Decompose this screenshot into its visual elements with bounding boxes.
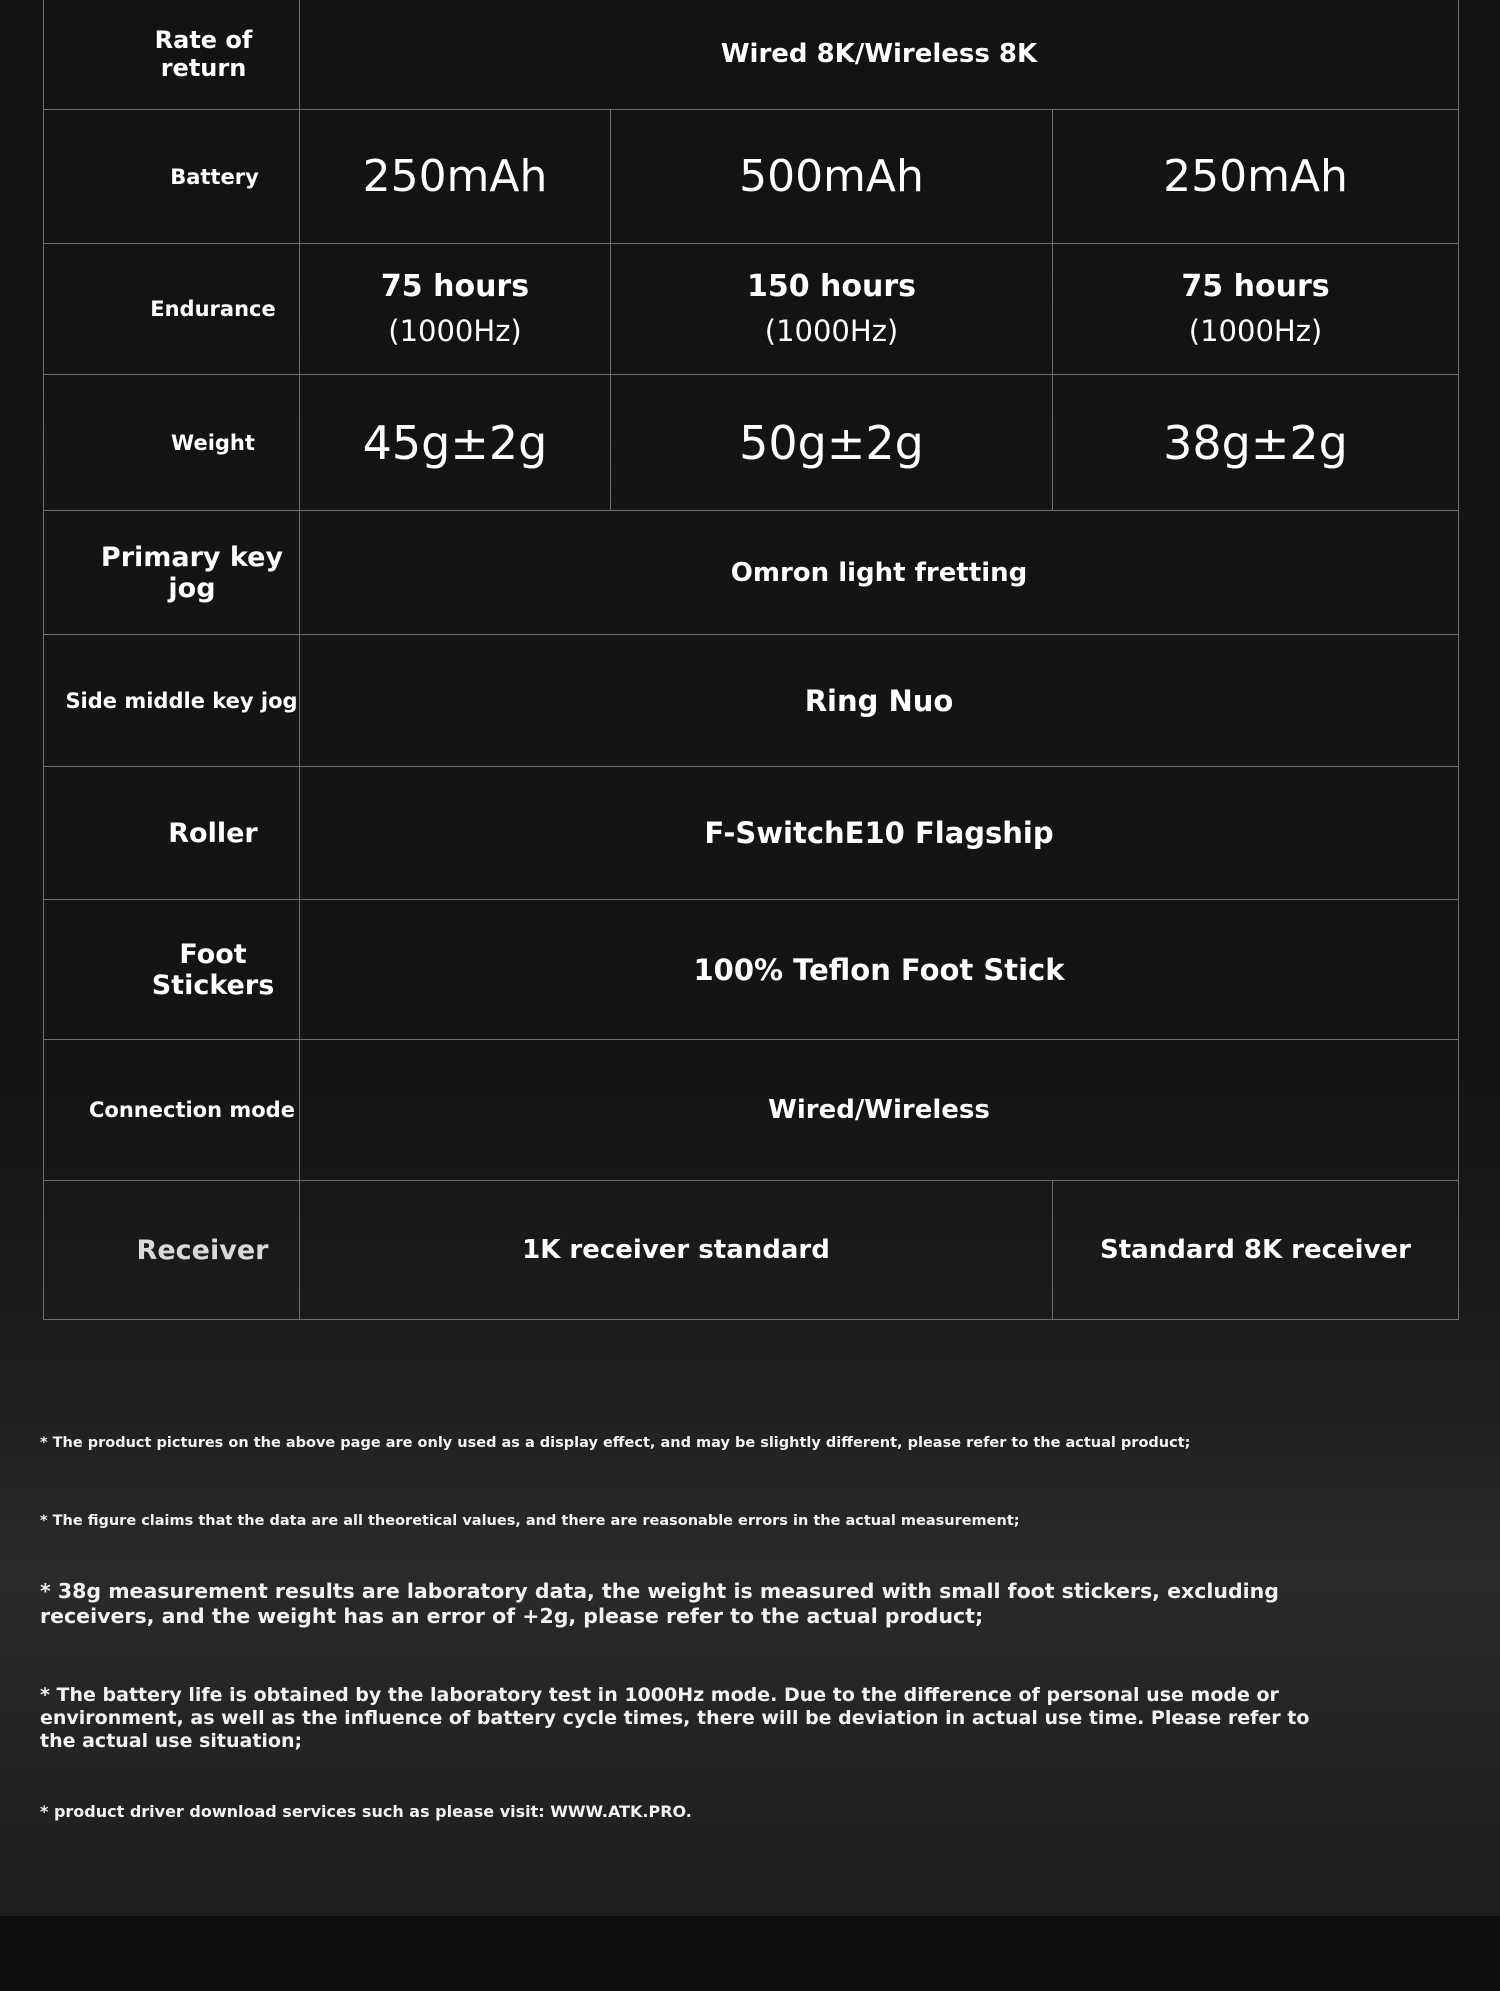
footnote-3: * 38g measurement results are laboratory data, the weight is measured with small foot stickers, excluding receivers, and the weight has an error of +2g, please refer to the actual product; (40, 1579, 1279, 1628)
label-side-middle-key-jog: Side middle key jog (44, 635, 300, 767)
value-connection-mode: Wired/Wireless (300, 1040, 1459, 1181)
row-roller (44, 767, 1459, 900)
value-roller: F-SwitchE10 Flagship (300, 767, 1459, 900)
row-battery (44, 110, 1459, 244)
value-battery-3: 250mAh (1053, 110, 1459, 244)
row-rate-of-return (44, 0, 1459, 110)
value-weight-2: 50g±2g (611, 375, 1053, 511)
endurance-hours-1: 75 hours (380, 269, 530, 304)
value-foot-stickers: 100% Teflon Foot Stick (300, 900, 1459, 1040)
endurance-hours-3: 75 hours (1181, 269, 1330, 304)
endurance-mode-3: (1000Hz) (1188, 314, 1323, 348)
value-battery-1: 250mAh (300, 110, 611, 244)
endurance-hours-2: 150 hours (746, 269, 917, 304)
row-endurance (44, 244, 1459, 375)
label-foot-stickers (44, 900, 300, 1040)
footnote-2: * The figure claims that the data are all theoretical values, and there are reasonable errors in the actual measurement; (40, 1513, 1020, 1529)
value-battery-2: 500mAh (611, 110, 1053, 244)
footnote-5: * product driver download services such as please visit: WWW.ATK.PRO. (40, 1802, 692, 1821)
label-foot-stickers-line2: Stickers (151, 969, 275, 1001)
row-primary-key-jog (44, 511, 1459, 635)
label-battery: Battery (44, 110, 300, 244)
label-weight: Weight (44, 375, 300, 511)
label-rate-of-return: Rate of return (44, 0, 300, 110)
footnote-1: * The product pictures on the above page are only used as a display effect, and may be slightly different, please refer to the actual product; (40, 1435, 1191, 1451)
value-endurance-1 (300, 244, 611, 375)
value-primary-key-jog: Omron light fretting (300, 511, 1459, 635)
row-foot-stickers (44, 900, 1459, 1040)
row-receiver (44, 1181, 1459, 1320)
endurance-mode-2: (1000Hz) (764, 314, 899, 348)
value-weight-3: 38g±2g (1053, 375, 1459, 511)
bottom-band (0, 1916, 1500, 1991)
value-endurance-2 (611, 244, 1053, 375)
row-weight (44, 375, 1459, 511)
label-connection-mode: Connection mode (44, 1040, 300, 1181)
label-endurance: Endurance (44, 244, 300, 375)
footnote-4: * The battery life is obtained by the laboratory test in 1000Hz mode. Due to the difference of personal use mode or environment, as well as the influence of battery cycle times, there will be deviation in actual use time. Please refer to the actual use situation; (40, 1684, 1310, 1752)
label-receiver: Receiver (44, 1181, 300, 1320)
value-receiver-1: 1K receiver standard (300, 1181, 1053, 1320)
label-primary-key-jog: Primary key jog (44, 511, 300, 635)
row-side-middle-key-jog (44, 635, 1459, 767)
value-rate-of-return: Wired 8K/Wireless 8K (300, 0, 1459, 110)
value-endurance-3 (1053, 244, 1459, 375)
label-roller: Roller (44, 767, 300, 900)
value-receiver-2: Standard 8K receiver (1053, 1181, 1459, 1320)
spec-table (43, 0, 1459, 1320)
label-foot-stickers-line1: Foot (179, 938, 247, 970)
value-weight-1: 45g±2g (300, 375, 611, 511)
endurance-mode-1: (1000Hz) (388, 314, 522, 348)
row-connection-mode (44, 1040, 1459, 1181)
value-side-middle-key-jog: Ring Nuo (300, 635, 1459, 767)
